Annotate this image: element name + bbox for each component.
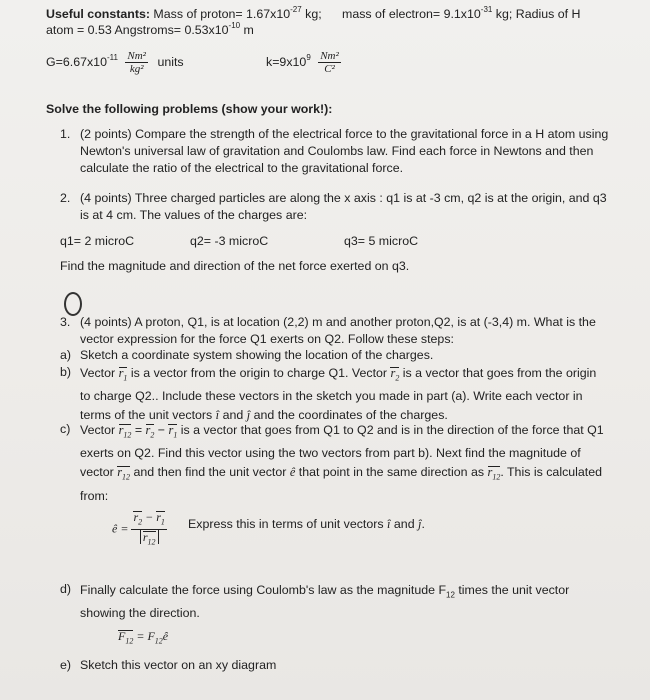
- unit-vector-i: î: [215, 408, 220, 423]
- step-c-label: c): [60, 422, 71, 436]
- constants-label: Useful constants:: [46, 7, 150, 21]
- step-c-text: Vector $r_{12} = r_2 - r_1$ is a vector that goes from Q1 to Q2 and is in the direction of the force that Q1 exerts on Q2. Find this vector using the two vectors from part b). Next find the magnitude of vector $r_{12}$ and then find the unit vector ê that point in the same direction as $r_{12}$. This is calculated from:: [80, 423, 604, 503]
- step-a-text: Sketch a coordinate system showing the location of the charges.: [80, 348, 434, 362]
- step-e-text: Sketch this vector on an xy diagram: [80, 658, 277, 672]
- k-units-fraction: $\frac{\text{Nm²}}{\text{C²}}$: [320, 50, 339, 75]
- step-b-label: b): [60, 365, 72, 379]
- vector-r12-definition: $r_{12}$: [118, 423, 132, 440]
- instructions-heading: Solve the following problems (show your work!):: [46, 102, 333, 116]
- constants-line-1: Useful constants: Mass of proton= $1.67x10^{-27}$ kg;: [46, 4, 322, 21]
- charge-q2: q2= -3 microC: [190, 234, 269, 248]
- step-b-text: Vector $r_1$ is a vector from the origin to charge Q1. Vector $r_2$ is a vector that goes from the origin to charge Q2.. Include these vectors in the sketch you made in part (a). Write each vector in terms of the unit vectors î and ĵ and the coordinates of the charges.: [80, 366, 597, 423]
- charge-q1: q1= 2 microC: [60, 234, 135, 248]
- unit-vector-j: ĵ: [246, 408, 251, 423]
- step-d-text: Finally calculate the force using Coulomb's law as the magnitude $F_{12}$ times the unit vector showing the direction.: [80, 583, 570, 621]
- vector-r2: $r_2$: [390, 366, 400, 383]
- problem-2-text: (4 points) Three charged particles are along the x axis : q1 is at -3 cm, q2 is at the origin, and q3 is at 4 cm. The values of the charges are:: [80, 191, 607, 222]
- step-e-label: e): [60, 658, 72, 672]
- g-units-fraction: $\frac{\text{Nm²}}{\text{kg²}}$: [127, 50, 146, 75]
- unit-vector-e: ê: [289, 465, 296, 480]
- vector-r1: $r_1$: [118, 366, 128, 383]
- problem-3-number: 3.: [60, 315, 71, 329]
- express-instruction: Express this in terms of unit vectors î and ĵ.: [188, 517, 425, 531]
- problem-1-number: 1.: [60, 127, 71, 141]
- step-a-label: a): [60, 348, 72, 362]
- constants-line-2: atom = 0.53 Angstroms= $0.53x10^{-10}$ m: [46, 20, 254, 37]
- problem-2-number: 2.: [60, 191, 71, 205]
- electron-mass: mass of electron= $9.1x10^{-31}$ kg; Radius of H: [342, 4, 581, 21]
- step-d-label: d): [60, 582, 72, 596]
- handwritten-circle-mark: [64, 292, 82, 316]
- problem-3-intro: (4 points) A proton, Q1, is at location (2,2) m and another proton,Q2, is at (-3,4) m. What is the vector expression for the force Q1 exerts on Q2. Follow these steps:: [80, 315, 596, 346]
- coulomb-constant: $k=9x10^9$ $\frac{\text{Nm²}}{\text{C²}}$: [266, 50, 339, 75]
- gravitational-constant: $G=6.67x10^{-11}$ $\frac{\text{Nm²}}{\text{kg²}}$ units: [46, 50, 184, 75]
- unit-vector-equation: ê = $\frac{r_2 - r_1}{r_{12}}$: [112, 510, 165, 547]
- problem-2-find: Find the magnitude and direction of the net force exerted on q3.: [60, 259, 410, 273]
- problem-1-text: (2 points) Compare the strength of the electrical force to the gravitational force in a H atom using Newton's universal law of gravitation and Coulombs law. Find each force in Newtons and then calculate the ratio of the electrical to the gravitational force.: [80, 127, 609, 175]
- charge-q3: q3= 5 microC: [344, 234, 419, 248]
- force-equation: $F_{12}$ = $F_{12}ê$: [118, 629, 169, 646]
